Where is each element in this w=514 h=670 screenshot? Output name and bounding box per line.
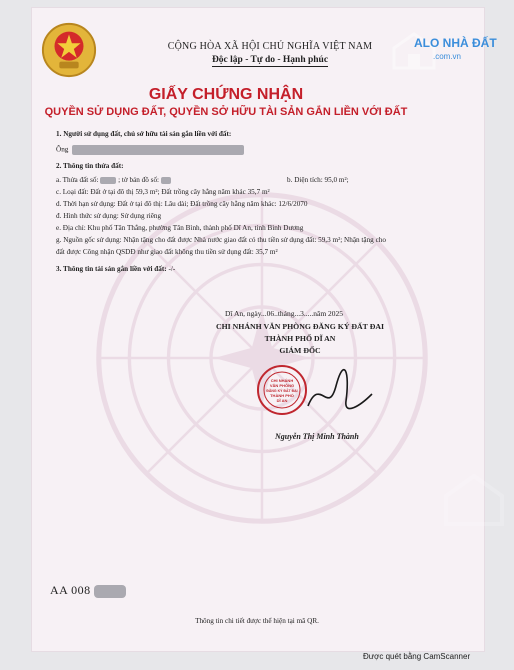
svg-text:DĨ AN: DĨ AN [276,398,288,403]
term-line: d. Thời hạn sử dụng: Đất ở tại đô thị: Lâu dài; Đất trồng cây hằng năm khác: 12/6/2070 [56,200,308,208]
serial-number: AA 008 [50,583,126,598]
redacted-map-sheet [161,177,171,184]
redacted-parcel-number [100,177,116,184]
watermark-domain: .com.vn [433,52,462,61]
svg-text:THÀNH PHỐ: THÀNH PHỐ [270,393,294,398]
place-date: Dĩ An, ngày...06..tháng...3.....năm 2025 [225,309,344,318]
area-line: b. Diện tích: 95,0 m²; [287,176,349,184]
office-name-2: THÀNH PHỐ DĨ AN [264,334,336,343]
nation-header: CỘNG HÒA XÃ HỘI CHỦ NGHĨA VIỆT NAM [167,41,373,52]
national-emblem-icon [40,21,98,79]
section3-heading: 3. Thông tin tài sản gắn liền với đất: -/- [56,265,176,273]
certificate-title: GIẤY CHỨNG NHẬN [148,86,304,103]
redacted-owner-name [72,145,244,155]
usage-form-line: đ. Hình thức sử dụng: Sử dụng riêng [56,212,162,220]
house-watermark-icon [388,28,512,74]
svg-text:VĂN PHÒNG: VĂN PHÒNG [269,383,295,388]
origin-line-2: đất được Công nhận QSDĐ như giao đất không thu tiền sử dụng đất: 35,7 m² [56,248,278,256]
section1-heading: 1. Người sử dụng đất, chủ sở hữu tài sản gắn liền với đất: [56,130,232,138]
svg-text:CHI NHÁNH: CHI NHÁNH [270,378,294,383]
signer-title: GIÁM ĐỐC [279,346,321,355]
origin-line-1: g. Nguồn gốc sử dụng: Nhận tặng cho đất được Nhà nước giao đất có thu tiền sử dụng đất: 59,3 m²; Nhận tặng cho [56,236,386,244]
redacted-serial [94,585,126,598]
watermark-brand: ALO NHÀ ĐẤT [414,36,497,50]
land-type-line: c. Loại đất: Đất ở tại đô thị 59,3 m²; Đất trồng cây hằng năm khác 35,7 m² [56,188,270,196]
house-watermark-icon [440,470,514,530]
parcel-number-line: a. Thửa đất số: ; tờ bản đồ số: [56,176,171,184]
motto: Độc lập - Tự do - Hạnh phúc [211,55,329,65]
owner-line [56,145,244,155]
signature-icon [300,366,380,426]
section2-heading: 2. Thông tin thửa đất: [56,162,124,170]
address-line: e. Địa chỉ: Khu phố Tân Thắng, phường Tân Bình, thành phố Dĩ An, tỉnh Bình Dương [56,224,304,232]
owner-prefix: Ông [56,145,69,154]
svg-text:ĐĂNG KÝ ĐẤT ĐAI: ĐĂNG KÝ ĐẤT ĐAI [266,389,298,393]
signer-name: Nguyễn Thị Minh Thành [275,432,359,441]
certificate-subtitle: QUYỀN SỬ DỤNG ĐẤT, QUYỀN SỞ HỮU TÀI SẢN GẮN LIỀN VỚI ĐẤT [44,106,408,118]
camscanner-footer: Được quét bằng CamScanner [363,652,471,661]
office-name-1: CHI NHÁNH VĂN PHÒNG ĐĂNG KÝ ĐẤT ĐAI [215,322,384,331]
qr-note: Thông tin chi tiết được thể hiện tại mã QR. [195,617,319,625]
